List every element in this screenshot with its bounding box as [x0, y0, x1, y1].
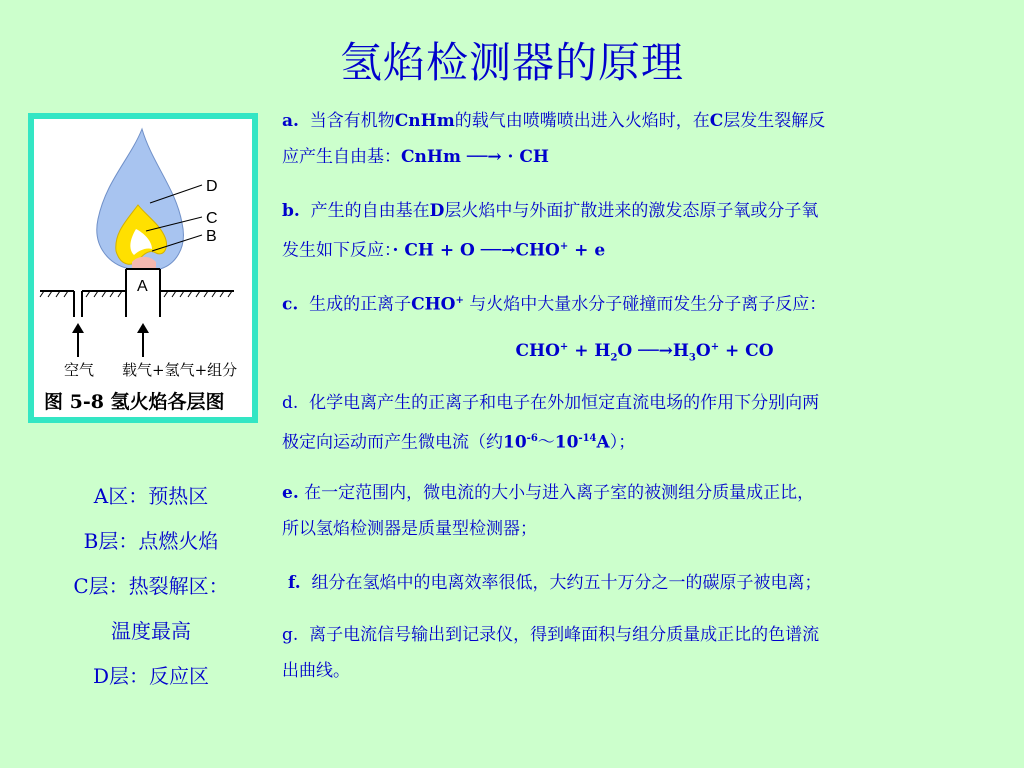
para-b-text-2: 层火焰中与外面扩散进来的激发态原子氧或分子氧	[444, 201, 819, 221]
para-d-tilde: ～	[537, 432, 555, 453]
legend-item-c-cont: 温度最高	[111, 619, 191, 643]
para-a-text-2: 的载气由喷嘴喷出进入火焰时，在	[454, 111, 710, 131]
para-c-text-2: 与火焰中大量水分子碰撞而发生分子离子反应：	[463, 294, 827, 315]
para-a-text-3: 层发生裂解反	[723, 111, 826, 131]
para-c-text-1: 生成的正离子	[309, 294, 412, 315]
para-g-text-1: 离子电流信号输出到记录仪，得到峰面积与组分质量成正比的色谱流	[309, 625, 820, 645]
legend-item-b: B层：点燃火焰	[83, 529, 219, 553]
para-d-num1: 10	[503, 432, 527, 453]
para-c-label: c.	[282, 294, 299, 315]
eq-sub-1: 2	[610, 352, 618, 364]
eq-part-2: + H	[568, 341, 611, 361]
para-b-line2-text: 发生如下反应：	[282, 240, 393, 261]
para-g-label: g.	[282, 625, 299, 645]
label-d: D	[206, 178, 218, 195]
eq-part-4: O	[695, 341, 711, 361]
paragraph-c	[282, 283, 1007, 323]
eq-sup-2: +	[710, 341, 720, 353]
para-d-line2-text: 极定向运动而产生微电流（约	[282, 432, 503, 453]
paragraph-b	[282, 193, 1007, 269]
label-c: C	[206, 210, 218, 227]
eq-part-3: O ──→H	[617, 341, 689, 361]
para-e-text-1: 在一定范围内，微电流的大小与进入离子室的被测组分质量成正比，	[304, 483, 815, 503]
para-a-text-1: 当含有机物	[309, 111, 395, 131]
para-d-sup1: -6	[526, 433, 538, 444]
label-gas: 载气+氢气+组分	[122, 361, 238, 379]
para-d-text-1: 化学电离产生的正离子和电子在外加恒定直流电场的作用下分别向两	[309, 393, 820, 413]
paragraph-a	[282, 103, 1007, 175]
para-d-end: ）；	[609, 432, 636, 453]
para-b-line2-chem: · CH + O ──→CHO	[392, 240, 560, 261]
para-a-label: a.	[282, 111, 299, 131]
para-d-sup2: -14	[578, 433, 597, 444]
label-a: A	[137, 278, 148, 295]
para-b-label: b.	[282, 201, 300, 221]
legend-item-c: C层：热裂解区：	[73, 574, 229, 598]
eq-sup-1: +	[559, 341, 569, 353]
para-e-label: e.	[282, 483, 299, 503]
para-a-line2-chem: CnHm ──→ · CH	[401, 147, 549, 167]
para-d-label: d.	[282, 393, 299, 413]
para-a-line2-text: 应产生自由基：	[282, 147, 401, 167]
flame-diagram	[34, 119, 252, 417]
legend-item-a: A区：预热区	[93, 484, 209, 508]
figure-caption: 图 5-8 氢火焰各层图	[44, 391, 225, 413]
para-c-sup-1: +	[455, 295, 464, 306]
gas-arrow-icon	[137, 323, 149, 357]
eq-part-5: + CO	[719, 341, 774, 361]
para-e-line2-text: 所以氢焰检测器是质量型检测器；	[282, 519, 537, 539]
para-b-chem-1: D	[429, 201, 445, 221]
reaction-equation	[282, 341, 1007, 363]
flame-layers-figure	[28, 113, 258, 423]
para-b-line2-sup: +	[559, 241, 569, 252]
para-f-text-1: 组分在氢焰中的电离效率很低，大约五十万分之一的碳原子被电离；	[311, 573, 822, 593]
para-b-text-1: 产生的自由基在	[310, 201, 430, 221]
para-c-chem-1: CHO	[411, 294, 456, 315]
air-arrow-icon	[72, 323, 84, 357]
eq-part-1: CHO	[515, 341, 560, 361]
para-f-label: f.	[288, 573, 301, 593]
paragraph-d	[282, 385, 1007, 461]
paragraph-f	[288, 565, 1013, 601]
legend-item-d: D层：反应区	[92, 664, 210, 688]
para-g-line2-text: 出曲线。	[282, 661, 350, 681]
para-b-line2-chem2: + e	[568, 240, 606, 261]
label-b: B	[206, 228, 217, 245]
zone-legend	[44, 474, 258, 699]
para-a-chem-2: C	[709, 111, 724, 131]
label-air: 空气	[64, 361, 95, 379]
para-d-unit: A	[596, 432, 610, 453]
eq-sub-2: 3	[688, 352, 696, 364]
paragraph-g	[282, 617, 1007, 689]
para-d-num2: 10	[554, 432, 579, 453]
page-title: 氢焰检测器的原理	[339, 38, 684, 87]
para-a-chem-1: CnHm	[394, 111, 455, 131]
paragraph-e	[282, 475, 1007, 547]
